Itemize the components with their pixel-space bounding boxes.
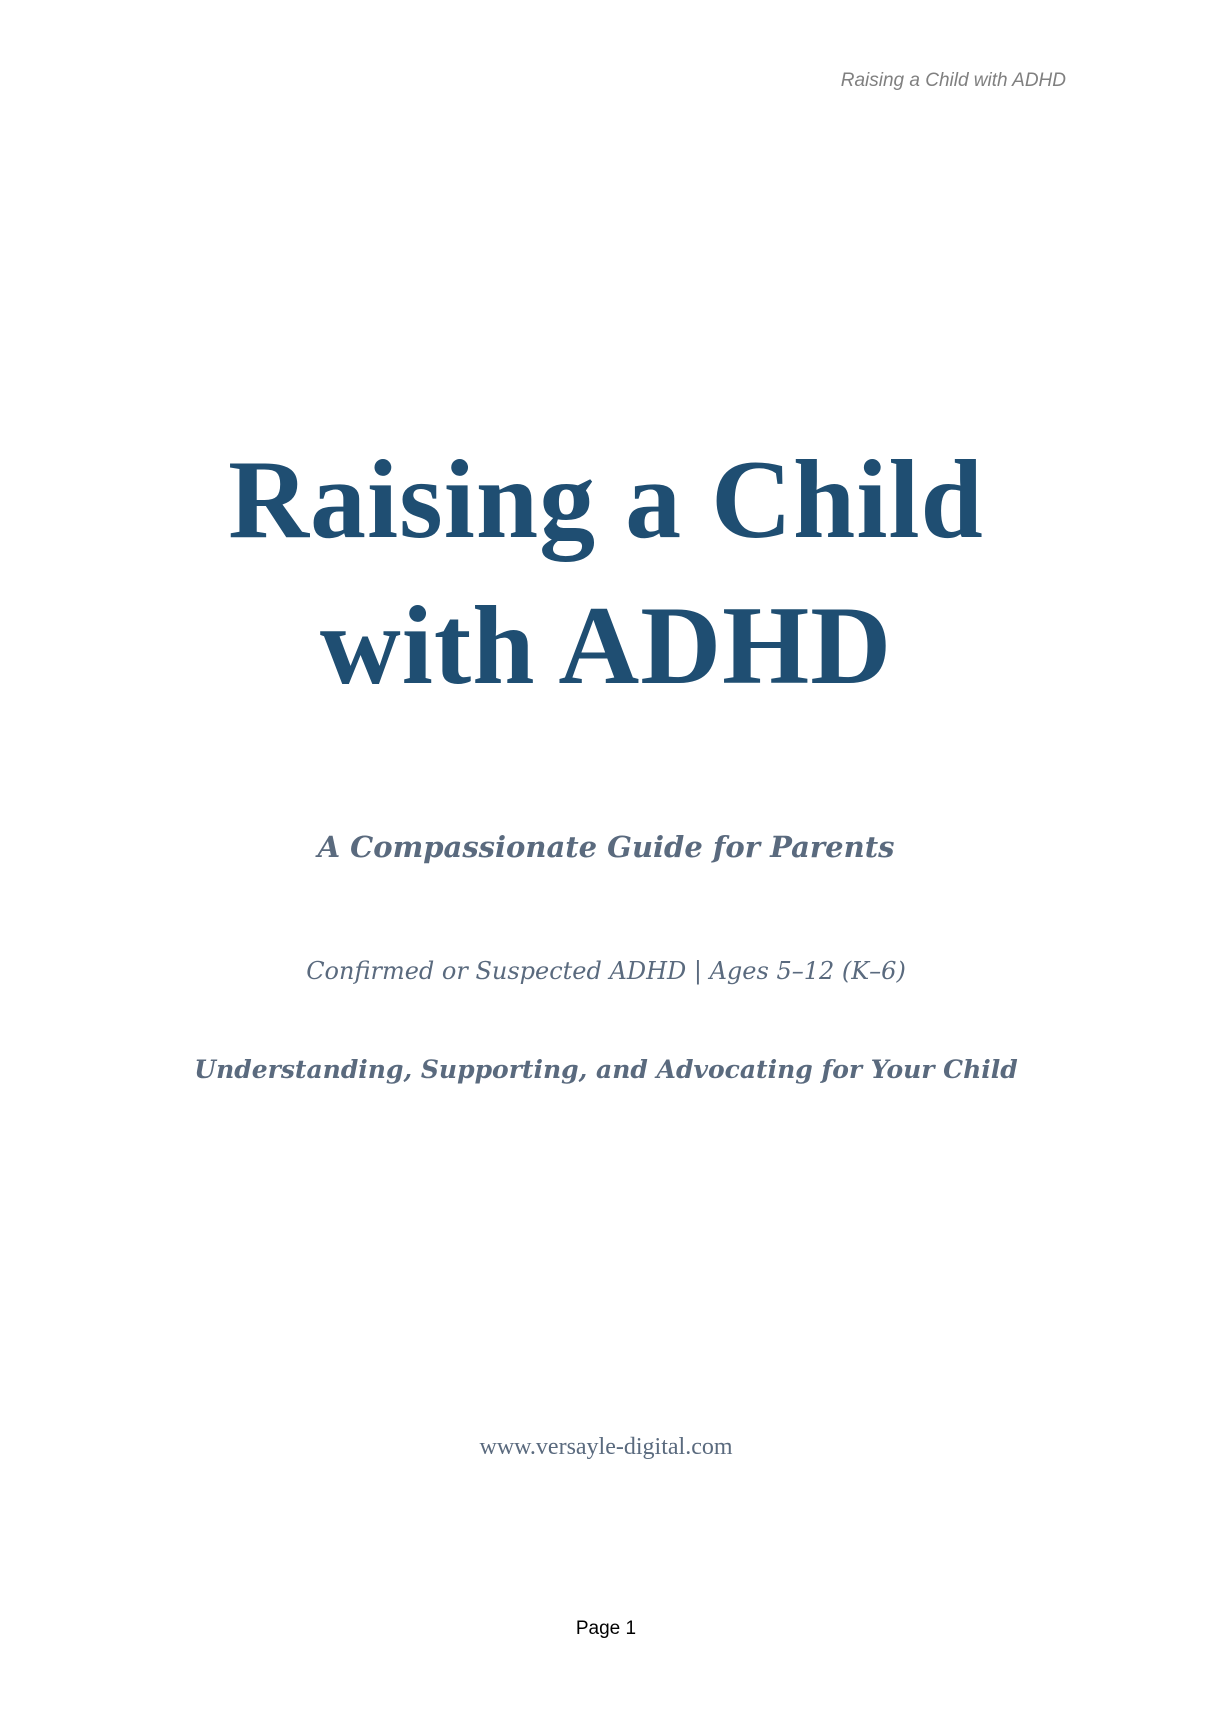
- page-number: Page 1: [575, 1618, 637, 1639]
- document-title-line-2: with ADHD: [319, 584, 893, 708]
- running-header: Raising a Child with ADHD: [840, 70, 1066, 91]
- document-subtitle: A Compassionate Guide for Parents: [317, 830, 895, 864]
- document-title-line-1: Raising a Child: [228, 438, 984, 562]
- website-link[interactable]: www.versayle-digital.com: [479, 1434, 733, 1460]
- audience-line: Confirmed or Suspected ADHD | Ages 5–12 (K–6): [306, 957, 906, 985]
- tagline: Understanding, Supporting, and Advocating for Your Child: [194, 1055, 1018, 1084]
